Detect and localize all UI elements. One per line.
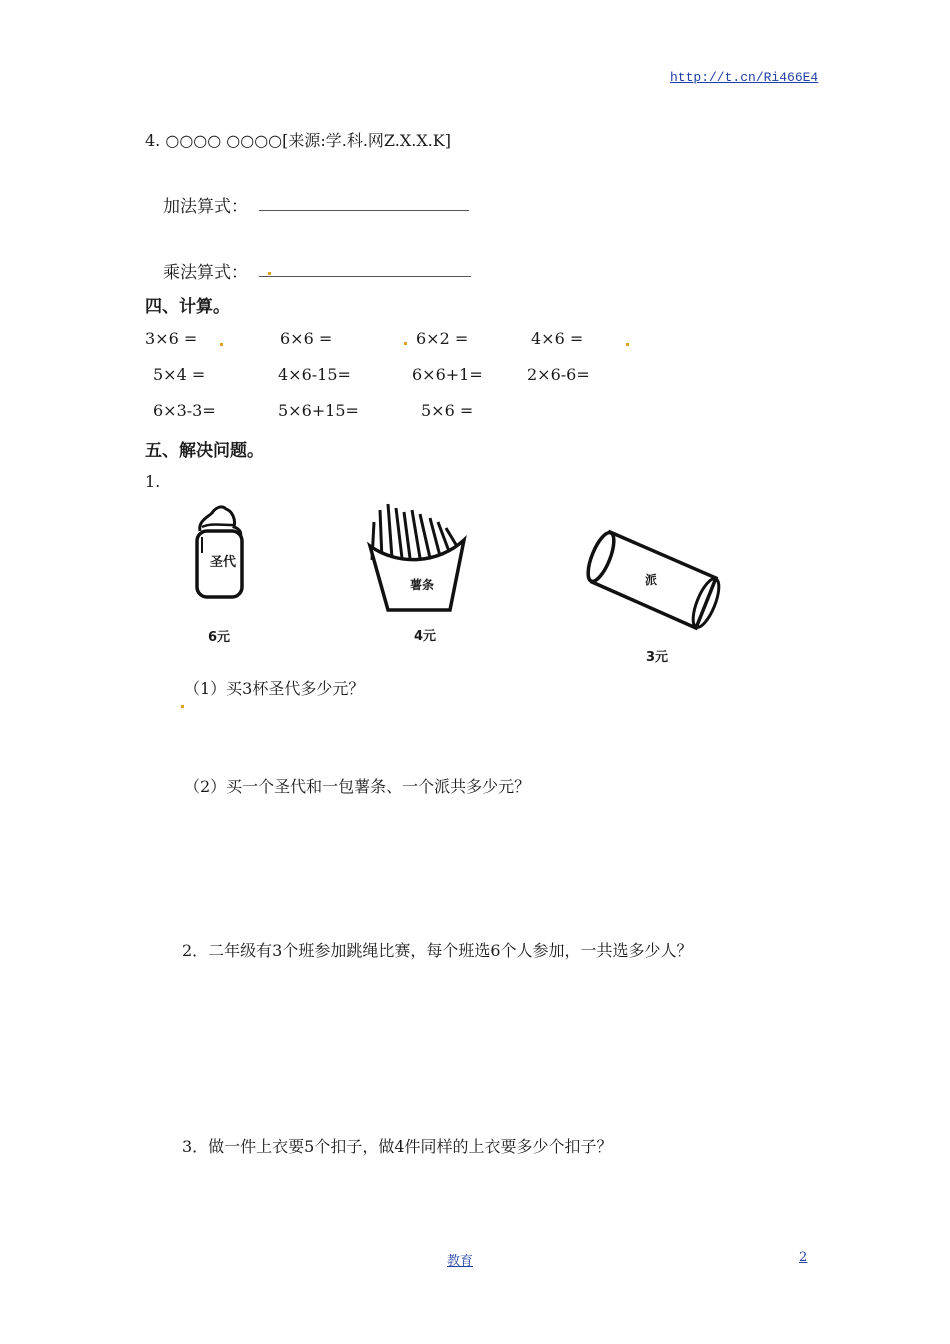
question-1-part-1: （1）买3杯圣代多少元？: [184, 679, 365, 698]
calc-item: 3×6 =: [145, 329, 198, 348]
question-1-part-2: （2）买一个圣代和一包薯条、一个派共多少元？: [184, 777, 531, 796]
addition-answer-line[interactable]: [259, 210, 469, 211]
marker-dot: [626, 343, 629, 346]
calc-item: 4×6-15=: [278, 365, 351, 384]
item-price-pie: 3元: [646, 650, 669, 665]
calc-item: 4×6 =: [531, 329, 584, 348]
question-3: 3．做一件上衣要5个扣子，做4件同样的上衣要多少个扣子？: [182, 1137, 613, 1156]
calc-item: 5×6+15=: [278, 401, 359, 420]
section-4-title: 四、计算。: [145, 297, 230, 317]
calc-item: 6×6+1=: [412, 365, 483, 384]
item-label-sundae: 圣代: [210, 555, 237, 570]
fries-illustration: [368, 500, 468, 615]
marker-dot: [404, 342, 407, 345]
footer-link[interactable]: 教育: [447, 1254, 474, 1269]
header-link[interactable]: http://t.cn/Ri466E4: [670, 70, 819, 85]
question-1-number: 1.: [145, 472, 161, 491]
item-label-pie: 派: [645, 573, 658, 587]
calc-item: 6×3-3=: [153, 401, 216, 420]
item-label-fries: 薯条: [410, 578, 435, 592]
multiplication-answer-line[interactable]: [259, 276, 471, 277]
page-number[interactable]: 2: [799, 1250, 808, 1265]
addition-label: 加法算式：: [163, 197, 248, 217]
calc-item: 5×4 =: [153, 365, 206, 384]
calc-item: 6×2 =: [416, 329, 469, 348]
section-5-title: 五、解决问题。: [145, 441, 264, 461]
marker-dot: [181, 705, 184, 708]
multiplication-label: 乘法算式：: [163, 263, 248, 283]
item-price-fries: 4元: [414, 629, 437, 644]
question-2: 2．二年级有3个班参加跳绳比赛，每个班选6个人参加，一共选多少人？: [182, 941, 693, 960]
calc-item: 5×6 =: [421, 401, 474, 420]
marker-dot: [268, 272, 271, 275]
calc-item: 6×6 =: [280, 329, 333, 348]
item-price-sundae: 6元: [208, 630, 231, 645]
calc-item: 2×6-6=: [527, 365, 590, 384]
q4-line: 4. ○○○○ ○○○○[来源:学.科.网Z.X.X.K]: [145, 131, 452, 150]
marker-dot: [220, 343, 223, 346]
